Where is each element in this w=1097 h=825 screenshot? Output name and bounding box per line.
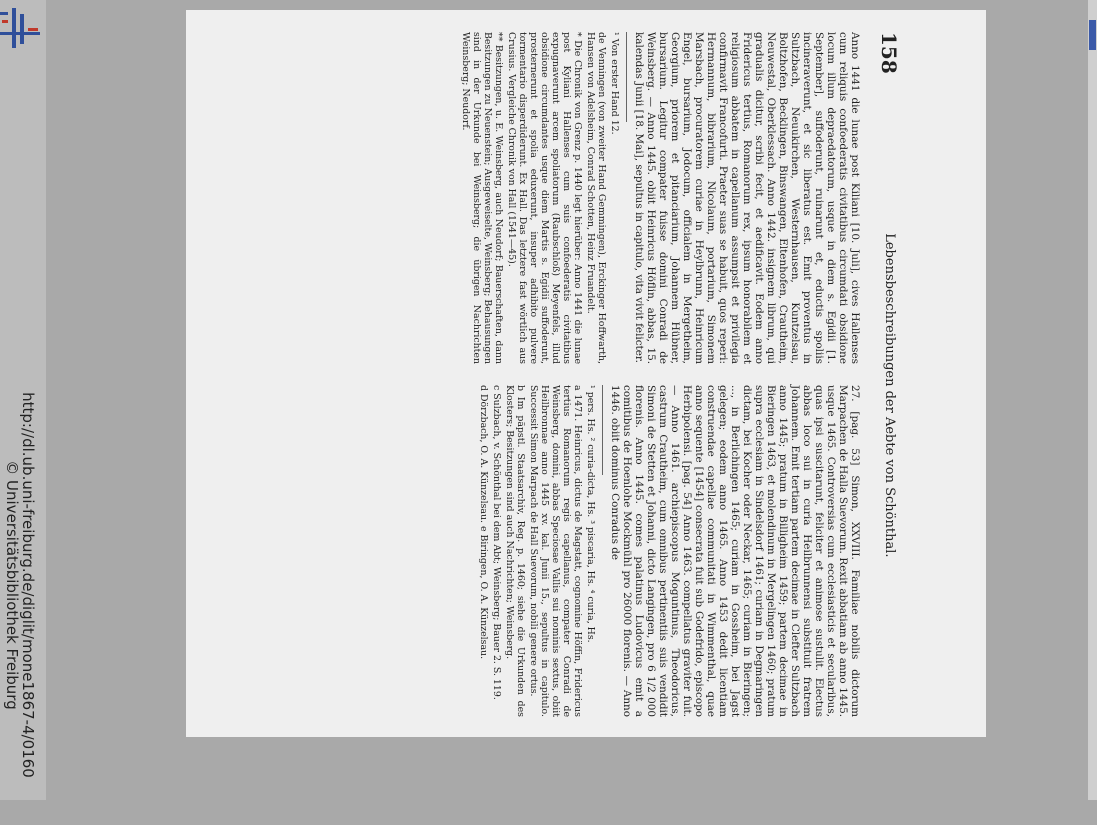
right-column xyxy=(476,385,861,717)
right-footnote: d Dörzbach, O. A. Künzelsau. e Biringen, O. A. Künzelsau. xyxy=(478,385,489,660)
right-footnote: b Im päpstl. Staatsarchiv, Reg. p. 1460; siehe die Urkunden des Klosters; Besitzungen sind auch Nachrichten; Weinsberg. xyxy=(504,385,526,717)
left-footnote: ¹ Von erster Hand 12. xyxy=(609,32,620,135)
right-footnote: c Sulzbach, v. Schönthal bei dem Abt; Weinsberg; Bauer 2. S. 119. xyxy=(491,385,502,700)
page-header xyxy=(875,32,901,717)
left-paragraph: Anno 1441 die lunae post Kiliani [10. Juli], cives Hallenses cum reliquis confoederatis civitatibus circumdati obsidione locum illum depraedatorum, usque in diem s. Egidii [1. September], suffoderunt, ruinarunt et, eductis spoliis incineraverunt, et sic liberatus est. Emit proventus in Sultzbach, Neuukirchen, Westernhausen, Kuntzelsau, Boltzhofen, Becklingen, Binswangen, Eltenhofen, Crautheim, Neuwestal, Oberklessach. Anno 1442. insignem librum, qui gradualis dicitur, scribi fecit, et aedificavit. Eodem anno Fridericus tertius, Romanorum rex, ipsum honorabilem et religiosum abbatem in capellanum assumpsit et privilegia confirmavit Francofurti. Praeter suas se habuit, quos reperi: Hermannum, bibrarium, Nicolaum, portarium, Simonem Marsbach, procuratorem curiae in Heylbrunn, Heinricum Engel, bursarium, Jodocum, officialem in Mergetheim, Georgium, priorem et pitanciarium, Johannem Hübner, bursarium. Legitur compater fuisse domini Conradi de Weinsberg. — Anno 1445. obiit Heinricus Höflin, abbas, 15. kalendas Junii [18. Mai], sepultus in capitulo, vita vivit felicter. xyxy=(633,32,861,364)
page-number: 158 xyxy=(877,32,901,74)
page-content xyxy=(113,10,913,737)
left-footnote: de Venningen (von zweiter Hand Gemmingen), Erckinger Hoffwarth, Hansen von Adelsheim, Conrad Schotten, Heinz Fruandelt. xyxy=(585,32,607,364)
scrollbar-thumb[interactable] xyxy=(1089,20,1096,50)
footnote-separator xyxy=(626,32,627,122)
source-url[interactable]: http://dl.ub.uni-freiburg.de/diglit/mone1867-4/0160 xyxy=(19,392,37,778)
scanned-page xyxy=(186,10,986,737)
right-footnote: ¹ pers. Hs. ² curia-dicta, Hs. ³ piscaria, Hs. ⁴ curia, Hs. xyxy=(585,385,596,643)
library-logo-icon xyxy=(0,8,46,48)
footnote-separator xyxy=(602,385,603,475)
left-footnote: * Die Chronik von Grenz p. 1440 legt hierüber: Anno 1441 die lunae post Kyliani Hallenses cum suis confoederatis civitatibus expugnaverunt arcem spoliatorum (Raubschloß) Meyenfels, illud obsidione circumdantes usque diem Martis s. Egidii suffoderunt, prosternerunt et spolia eduxerunt, insuper adhibito pulvere tormentario disperdiderunt. Ex Hall. Das letztere fast wörtlich aus Crusius. Vergleiche Chronik von Hall (1541—45). xyxy=(506,32,583,364)
copyright-label: © Universitätsbibliothek Freiburg xyxy=(3,460,21,710)
scrollbar-track[interactable] xyxy=(1088,0,1097,800)
right-paragraph: 27. [pag. 53] Simon, XXVIII. Familiae nobilis dictorum Marpachen de Halla Suevorum. Rexit abbatiam ab anno 1445. usque 1465. Controversias cum ecclesiasticis et secularibus, quas ipsi suscitarunt, feliciter et animose sustulit. Electus abbas loco sui in curia Heilbrunnensi substituit fratrem Johannem. Emit tertiam partem decimae in Clefter Sultzbach anno 1445; pratum in Billigheim 1459; partem decimae in Bieringen 1463, et molendinum in Mergelingen 1460; pratum supra ecclesiam in Sindelsdorf 1461; curiam in Degmaringen dictam, bei Kocher oder Neckar, 1465; curiam in Bieringen; ..., in Berlichingen 1465; curiam in Gossheim, bei Jagst gelegen; eodem anno 1465. Anno 1453 dedit licentiam construendae capellae communitati in Wimmenthal, quae anno sequente [1454] consecrata fuit sub Godefrido, episcopo Herbipolensi. [pag. 54] Anno 1463. compellatus graviter fuit. — Anno 1461. archiepiscopus Moguntinus, Theodoricus, castrum Crautheim, cum omnibus pertinentiis suis vendidit Simoni de Stetten et Johanni, dicto Langingen, pro 6 1/2 000 florenis. Anno 1445. comes palatinus Ludovicus emit a comitibus de Hoenlohe Mockmühl pro 26000 florenis. — Anno 1446. obiit dominus Conradus de xyxy=(609,385,861,717)
right-footnote: a 1471. Heinricus, dictus de Magstatt, cognomine Höffin, Fridericus tertius Romanorum regis capellanus, compater Conradi de Weinsberg, domini, abbas Speciosae Vallis sui nominis sextus, obiit Heilbronnae anno 1445 xv. kal. Junii 15., sepultus in capitulo. Successit Simon Marpach de Hall Suevorum, nobili genere ortus. xyxy=(528,385,583,717)
left-column xyxy=(458,32,861,364)
vertical-url-label xyxy=(5,345,35,825)
running-head: Lebensbeschreibungen der Aebte von Schönthal. xyxy=(882,233,897,558)
left-footnote: ** Besitzungen, u. E. Weinsberg, auch Neudorf; Bauerschaften, dann Besitzungen zu Neuenstein; Ausgeweiselte, Weinsberg; Behausungen sind in der Urkunde bei Weinsberg; die übrigen Nachrichten Weinsberg; Neudorf. xyxy=(460,32,504,364)
